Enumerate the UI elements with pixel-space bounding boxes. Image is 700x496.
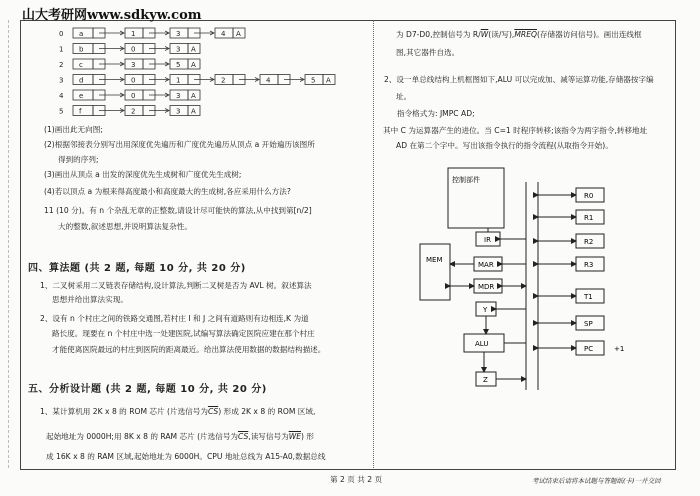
section-5-q1-line3: 成 16K x 8 的 RAM 区域,起始地址为 6000H。CPU 地址总线为 A15-A0,数据总线 [46,452,326,461]
list-node-value: 0 [131,92,136,100]
general-registers [538,188,624,355]
list-node-value: 3 [176,45,181,54]
list-node-value: 1 [176,76,181,85]
vertex-index: 0 [59,30,64,38]
list-node-terminator: A [191,92,196,100]
r1-label: R1 [584,214,594,222]
section-4-q2-line1: 2、设有 n 个村庄之间的铁路交通图,若村庄 I 和 J 之间有道路则有边相连,K 为道 [40,314,309,323]
t1-label: T1 [584,293,593,301]
memory-box [420,244,450,300]
r0-label: R0 [584,192,594,200]
list-node-terminator: A [191,61,196,69]
vertex-index: 1 [59,45,64,54]
control-unit-label: 控制部件 [452,176,480,184]
list-node-value: 4 [221,30,226,38]
pc-increment-label: +1 [614,345,625,353]
vertex-cell [73,106,93,116]
list-node-value: 5 [311,76,316,85]
pc-label: PC [584,345,594,353]
list-node-terminator: A [191,45,196,54]
section-4-q1-line2: 思想并给出算法实现。 [52,295,128,304]
section-4-q1-line1: 1、二叉树采用二叉链表存储结构,设计算法,判断二叉树是否为 AVL 树。叙述算法 [40,281,312,290]
adjacency-list-figure [55,24,355,120]
list-node-value: 0 [131,45,136,54]
vertex-label: a [79,30,84,38]
question-part-3: (3)画出从顶点 a 出发的深度优先生成树和广度优先生成树; [44,170,242,179]
list-node-value: 3 [176,107,181,116]
section-5-heading: 五、分析设计题 (共 2 题, 每题 10 分, 共 20 分) [28,384,267,395]
list-node-value: 5 [176,61,181,69]
vertex-label: c [79,61,83,69]
question-2-line1: 2、设一单总线结构上机框图如下,ALU 可以完成加、减等运算功能,存储器按字编 [384,75,654,84]
right-continuation-line2: 图,其它器件自选。 [396,48,460,57]
cs-signal: $\overline{CS}$ [238,432,249,441]
vertex-index: 3 [59,76,64,85]
alu-label: ALU [475,340,489,348]
sp-label: SP [584,320,593,328]
footer-note: 考试结束后请将本试题与答题纸(卡)一并交回 [532,477,661,485]
section-4-heading: 四、算法题 (共 2 题, 每题 10 分, 共 20 分) [28,263,246,274]
single-bus-cpu-diagram [418,160,638,398]
column-divider [373,20,374,468]
vertex-index: 2 [59,61,64,69]
vertex-index: 5 [59,107,64,116]
list-node-terminator: A [191,107,196,116]
vertex-label: d [79,76,84,85]
vertex-cell [73,59,93,69]
binding-margin-line [8,20,9,468]
memory-label: MEM [426,256,443,264]
question-2-desc-line2: AD 在第二个字中。写出该指令执行的指令流程(从取指令开始)。 [396,141,613,150]
y-label: Y [483,306,488,314]
list-node-value: 1 [131,30,136,38]
vertex-index: 4 [59,92,64,100]
r2-label: R2 [584,238,594,246]
list-node-value: 4 [266,76,271,85]
w-signal: $\overline{W}$ [480,30,489,39]
question-part-2-line2: 得到的序列; [58,155,99,164]
question-part-1: (1)画出此无向图; [44,125,103,134]
list-node-value: 2 [221,76,226,85]
mar-label: MAR [478,261,494,269]
section-5-q1-line2: 起始地址为 0000H;用 8K x 8 的 RAM 芯片 (片选信号为$\overline{CS}$,读写信号为$\overline{WE}$) 形 [46,432,314,441]
list-node-value: 2 [131,107,136,116]
z-label: Z [483,376,488,384]
we-signal: $\overline{WE}$ [288,432,301,441]
list-node-value: 3 [131,61,136,69]
list-node-value: 3 [176,92,181,100]
question-2-line2: 址。 [396,92,412,101]
list-node-value: 3 [176,30,181,38]
list-node-terminator: A [326,76,331,85]
question-2-desc-line1: 其中 C 为运算器产生的进位。当 C=1 时程序转移;该指令为两字指令,转移地址 [383,126,648,135]
section-4-q2-line2: 路长度。现要在 n 个村庄中选一处建医院,试编写算法确定医院应建在那个村庄 [52,329,315,338]
vertex-label: f [79,107,82,116]
section-4-q2-line3: 才能使离医院最远的村庄到医院的距离最近。给出算法使用数据的数据结构描述。 [52,345,326,354]
question-part-2-line1: (2)根据邻接表分别写出用深度优先遍历和广度优先遍历从顶点 a 开始遍历该图所 [44,140,315,149]
cs-signal: $\overline{CS}$ [207,407,219,416]
ir-label: IR [484,236,491,244]
vertex-label: e [79,92,84,100]
mdr-label: MDR [478,283,495,291]
page-number: 第 2 页 共 2 页 [330,475,383,484]
right-continuation-line1: 为 D7-D0,控制信号为 $R/\overline{W}$(读/写),MREQ(存储器访问信号)。画出连线框 [396,30,642,39]
question-11-line2: 大的整数,叙述思想,并说明算法复杂性。 [58,222,192,231]
section-5-q1-line1: 1、某计算机用 2K x 8 的 ROM 芯片 (片选信号为$\overline{CS}$) 形成 2K x 8 的 ROM 区域, [40,407,316,416]
question-11-line1: 11 (10 分)。有 n 个杂乱无章的正整数,请设计尽可能快的算法,从中找到第[n/2] [44,206,312,215]
vertex-label: b [79,45,84,54]
list-node-value: 0 [131,76,136,85]
r3-label: R3 [584,261,594,269]
site-watermark-header: 山大考研网www.sdkyw.com [22,8,202,23]
list-node-terminator: A [236,30,241,38]
instruction-format: 指令格式为: JMPC AD; [397,109,475,118]
mreq-signal: MREQ [514,30,537,39]
question-part-4: (4)若以顶点 a 为根来得高度最小和高度最大的生成树,各应采用什么方法? [44,187,291,196]
